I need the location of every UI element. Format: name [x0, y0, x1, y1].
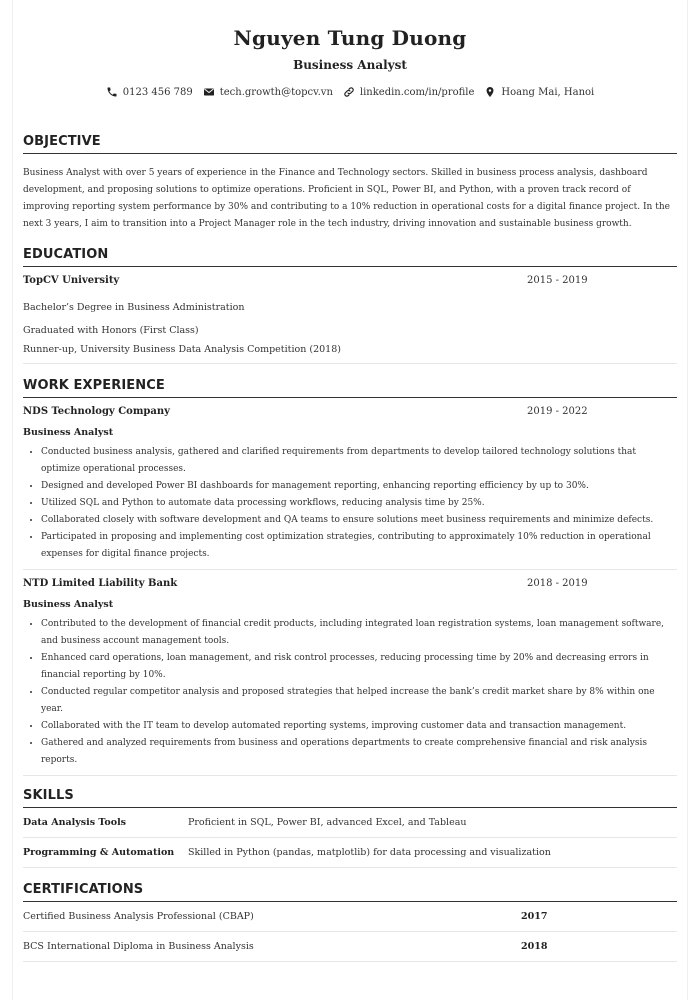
education-line: Graduated with Honors (First Class): [23, 325, 199, 336]
certification-name: Certified Business Analysis Professional (CBAP): [23, 911, 254, 922]
skill-row: [23, 808, 677, 838]
job-bullet: • Designed and developed Power BI dashboards for management reporting, enhancing reporting efficiency by up to 30%.: [41, 478, 677, 495]
section-heading: CERTIFICATIONS: [23, 882, 677, 902]
phone-text: 0123 456 789: [122, 86, 193, 98]
objective-section: [23, 134, 677, 233]
certification-row: [23, 902, 677, 932]
education-line: Runner-up, University Business Data Analysis Competition (2018): [23, 344, 341, 355]
linkedin-text[interactable]: linkedin.com/in/profile: [359, 86, 475, 98]
certifications-section: [23, 882, 677, 962]
job-entry: [23, 578, 677, 776]
resume-header: [13, 0, 687, 98]
contact-bar: [13, 86, 687, 98]
objective-text: Business Analyst with over 5 years of experience in the Finance and Technology sectors. Skilled in business process analysis, dashboard development, and proposing solutions to optimize operations. Proficient in SQL, Power BI, and Python, with a proven track record of improving reporting system performance by 30% and contributing to a 10% reduction in operational costs for a digital finance project. In the next 3 years, I aim to transition into a Project Manager role in the tech industry, driving innovation and sustainable business growth.: [23, 168, 670, 229]
work-experience-section: [23, 378, 677, 776]
skill-name: Data Analysis Tools: [23, 817, 127, 828]
skill-row: [23, 838, 677, 868]
contact-phone: [106, 86, 193, 98]
skill-description: Proficient in SQL, Power BI, advanced Excel, and Tableau: [188, 817, 467, 828]
job-bullet: • Utilized SQL and Python to automate data processing workflows, reducing analysis time by 25%.: [41, 495, 677, 512]
contact-linkedin[interactable]: [343, 86, 475, 98]
job-bullet: • Conducted regular competitor analysis and proposed strategies that helped increase the bank’s credit market share by 8% within one year.: [41, 684, 677, 718]
job-bullet: • Gathered and analyzed requirements from business and operations departments to create comprehensive financial and risk analysis reports.: [41, 735, 677, 769]
job-role: Business Analyst: [23, 427, 114, 438]
certification-year: 2017: [521, 911, 548, 922]
company-name: NTD Limited Liability Bank: [23, 578, 178, 589]
candidate-name: Nguyen Tung Duong: [233, 26, 467, 50]
email-text[interactable]: tech.growth@topcv.vn: [219, 86, 333, 98]
company-name: NDS Technology Company: [23, 406, 170, 417]
school-name: TopCV University: [23, 275, 120, 286]
certification-name: BCS International Diploma in Business Analysis: [23, 941, 254, 952]
section-heading: OBJECTIVE: [23, 134, 677, 154]
job-dates: 2018 - 2019: [527, 578, 588, 589]
section-heading: EDUCATION: [23, 247, 677, 267]
job-bullet: • Participated in proposing and implementing cost optimization strategies, contributing to approximately 10% reduction in operational expenses for digital finance projects.: [41, 529, 677, 563]
job-bullet: • Conducted business analysis, gathered and clarified requirements from departments to develop tailored technology solutions that optimize operational processes.: [41, 444, 677, 478]
education-dates: 2015 - 2019: [527, 275, 588, 286]
resume-page: [12, 0, 688, 1000]
education-details: [23, 298, 677, 364]
contact-location: [484, 86, 594, 98]
job-entry: [23, 406, 677, 570]
skills-section: [23, 788, 677, 868]
section-heading: SKILLS: [23, 788, 677, 808]
link-icon: [343, 86, 355, 98]
job-bullet: • Collaborated with the IT team to develop automated reporting systems, improving customer data and transaction management.: [41, 718, 677, 735]
skill-description: Skilled in Python (pandas, matplotlib) for data processing and visualization: [188, 847, 551, 858]
job-header: [23, 578, 677, 589]
education-section: [23, 247, 677, 364]
certification-row: [23, 932, 677, 962]
job-role: Business Analyst: [23, 599, 114, 610]
email-icon: [203, 86, 215, 98]
certification-year: 2018: [521, 941, 548, 952]
phone-icon: [106, 86, 118, 98]
job-bullet: • Enhanced card operations, loan management, and risk control processes, reducing processing time by 20% and decreasing errors in financial reporting by 10%.: [41, 650, 677, 684]
education-entry-header: [23, 275, 677, 286]
job-bullets: [23, 444, 677, 563]
location-icon: [484, 86, 496, 98]
candidate-title: Business Analyst: [293, 58, 407, 72]
job-header: [23, 406, 677, 417]
skill-name: Programming & Automation: [23, 847, 175, 858]
job-bullets: [23, 616, 677, 769]
job-bullet: • Collaborated closely with software development and QA teams to ensure solutions meet business requirements and minimize defects.: [41, 512, 677, 529]
location-text: Hoang Mai, Hanoi: [501, 86, 595, 98]
section-heading: WORK EXPERIENCE: [23, 378, 677, 398]
education-line: Bachelor’s Degree in Business Administration: [23, 302, 245, 313]
job-bullet: • Contributed to the development of financial credit products, including integrated loan registration systems, loan management software, and business account management tools.: [41, 616, 677, 650]
contact-email[interactable]: [203, 86, 333, 98]
job-dates: 2019 - 2022: [527, 406, 588, 417]
